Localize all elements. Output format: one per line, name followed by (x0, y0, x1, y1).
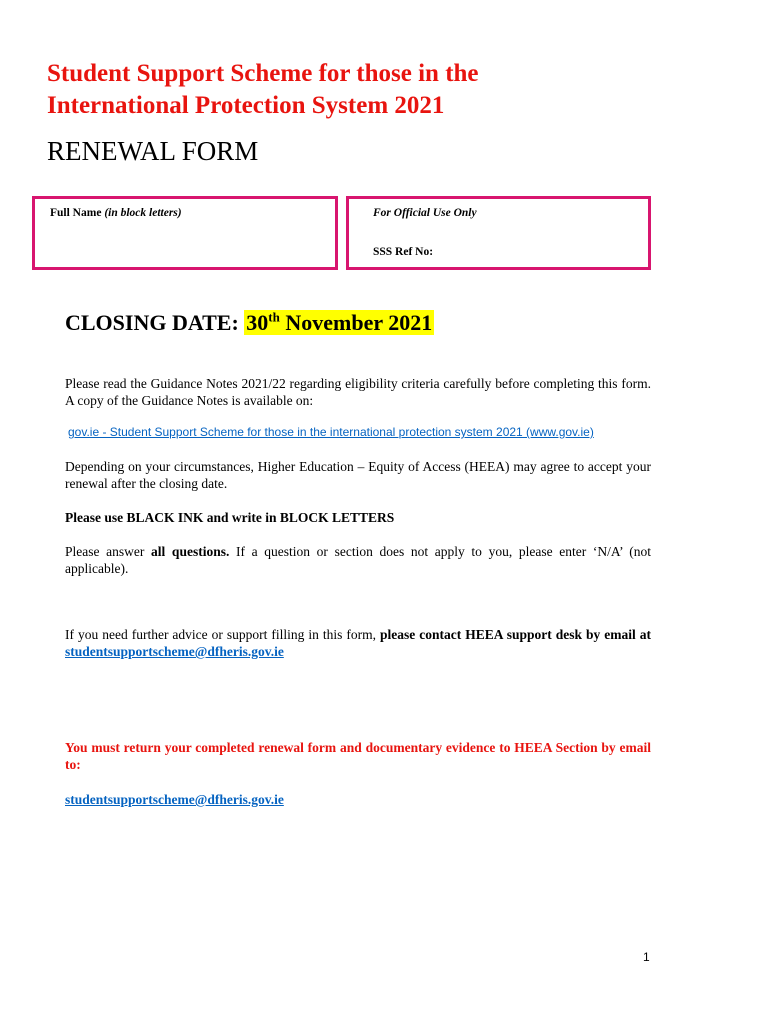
closing-date-highlight (244, 310, 434, 335)
advice-paragraph (65, 626, 651, 660)
title-line-2: International Protection System 2021 (47, 92, 445, 119)
guidance-link[interactable]: gov.ie - Student Support Scheme for those in the international protection system 2021 (www.gov.ie) (68, 425, 594, 439)
form-title (47, 58, 687, 122)
advice-prefix: If you need further advice or support filling in this form, (65, 627, 381, 642)
closing-day-suffix: th (268, 309, 280, 325)
return-email-line (65, 791, 651, 808)
form-subtitle: RENEWAL FORM (47, 136, 259, 166)
advice-email-link[interactable]: studentsupportscheme@dfheris.gov.ie (65, 644, 284, 659)
sss-ref-label: SSS Ref No: (373, 246, 434, 258)
full-name-label-text: Full Name (50, 207, 102, 219)
answer-suffix: If a question or section does not apply to you, please enter ‘N/A’ (not applicable). (65, 544, 651, 576)
full-name-hint: (in block letters) (104, 207, 182, 219)
answer-prefix: Please answer (65, 544, 152, 559)
official-use-box (346, 196, 651, 270)
black-ink-instruction: Please use BLACK INK and write in BLOCK LETTERS (65, 510, 395, 525)
return-instruction: You must return your completed renewal form and documentary evidence to HEEA Section by email to: (65, 740, 651, 772)
closing-date (65, 308, 434, 338)
official-use-text: For Official Use Only (373, 207, 477, 219)
page-number: 1 (643, 950, 650, 964)
full-name-box[interactable] (32, 196, 338, 270)
closing-day: 30 (246, 310, 269, 335)
answer-bold: all questions. (151, 544, 230, 559)
circumstances-paragraph: Depending on your circumstances, Higher Education – Equity of Access (HEEA) may agree to accept your renewal after the closing date. (65, 459, 651, 491)
full-name-label (50, 207, 182, 219)
answer-paragraph (65, 543, 651, 577)
return-email-link[interactable]: studentsupportscheme@dfheris.gov.ie (65, 792, 284, 807)
title-line-1: Student Support Scheme for those in the (47, 60, 479, 87)
guidance-paragraph: Please read the Guidance Notes 2021/22 regarding eligibility criteria carefully before completing this form. A copy of the Guidance Notes is available on: (65, 376, 651, 408)
closing-date-prefix: CLOSING DATE: (65, 310, 239, 335)
advice-bold: please contact HEEA support desk by email at (380, 627, 651, 642)
official-use-label (373, 207, 477, 219)
closing-month-year: November 2021 (285, 310, 433, 335)
